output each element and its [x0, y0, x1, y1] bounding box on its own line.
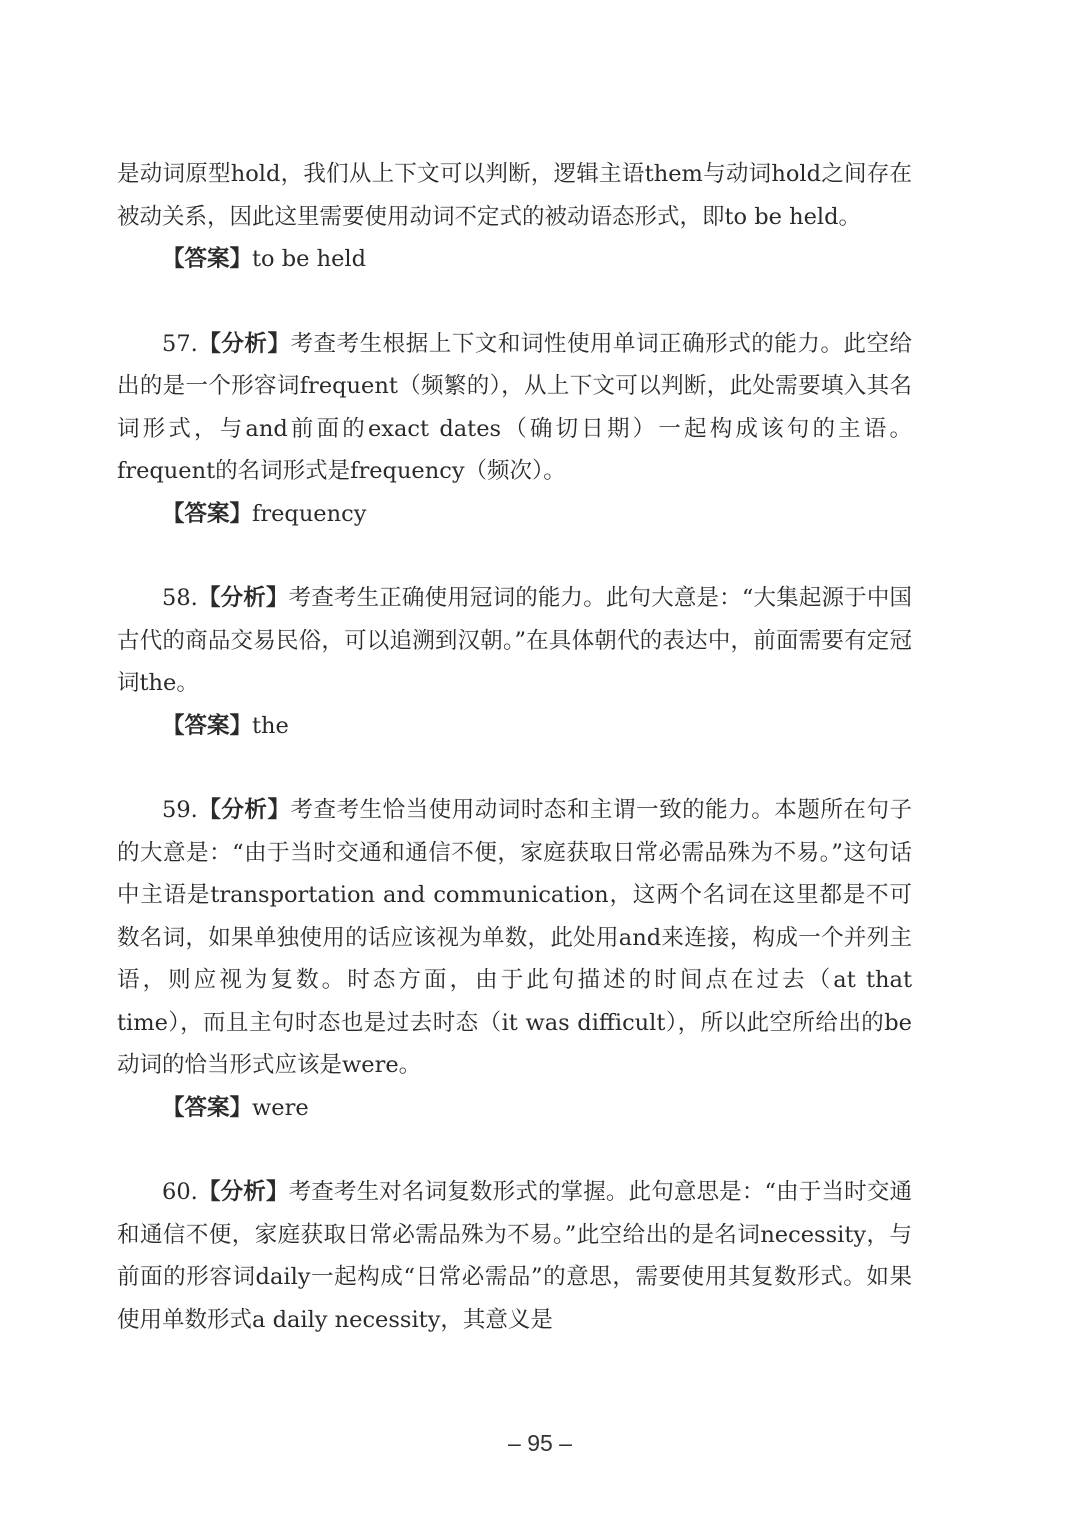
- item-58-answer: [117, 705, 912, 748]
- item-60-analysis: [117, 1171, 912, 1341]
- continuation-paragraph: 是动词原型hold，我们从上下文可以判断，逻辑主语them与动词hold之间存在被动关系，因此这里需要使用动词不定式的被动语态形式，即to be held。: [117, 161, 912, 230]
- analysis-text: 考查考生恰当使用动词时态和主谓一致的能力。本题所在句子的大意是：“由于当时交通和通信不便，家庭获取日常必需品殊为不易。”这句话中主语是transportation and communication，这两个名词在这里都是不可数名词，如果单独使用的话应该视为单数，此处用and来连接，构成一个并列主语，则应视为复数。时态方面，由于此句描述的时间点在过去（at that time），而且主句时态也是过去时态（it was difficult），所以此空所给出的be动词的恰当形式应该是were。: [117, 797, 912, 1078]
- answer-56: [117, 238, 912, 281]
- analysis-label: 【分析】: [197, 330, 291, 357]
- analysis-label: 【分析】: [197, 585, 289, 611]
- analysis-text: 考查考生根据上下文和词性使用单词正确形式的能力。此空给出的是一个形容词frequent（频繁的），从上下文可以判断，此处需要填入其名词形式，与and前面的exact dates（确切日期）一起构成该句的主语。frequent的名词形式是frequency（频次）。: [117, 330, 912, 484]
- section-gap: [117, 747, 912, 789]
- answer-value: to be held: [252, 246, 367, 272]
- page-content: [117, 153, 912, 1341]
- answer-value: the: [252, 712, 289, 739]
- section-gap: [117, 281, 912, 323]
- page-number: – 95 –: [508, 1430, 572, 1456]
- answer-label: 【答案】: [162, 1094, 253, 1121]
- item-59-answer: [117, 1087, 912, 1130]
- analysis-label: 【分析】: [197, 797, 291, 823]
- item-58-analysis: [117, 577, 912, 705]
- item-57-analysis: [117, 323, 912, 493]
- answer-value: were: [252, 1094, 309, 1121]
- analysis-label: 【分析】: [197, 1179, 289, 1205]
- item-number: 59.: [162, 797, 198, 823]
- answer-value: frequency: [252, 500, 367, 527]
- analysis-text: 考查考生对名词复数形式的掌握。此句意思是：“由于当时交通和通信不便，家庭获取日常必需品殊为不易。”此空给出的是名词necessity，与前面的形容词daily一起构成“日常必需品”的意思，需要使用其复数形式。如果使用单数形式a daily necessity，其意义是: [117, 1179, 912, 1333]
- item-number: 58.: [162, 585, 198, 611]
- answer-label: 【答案】: [162, 246, 253, 272]
- section-gap: [117, 1129, 912, 1171]
- answer-label: 【答案】: [162, 712, 253, 739]
- section-gap: [117, 535, 912, 577]
- item-number: 57.: [162, 330, 198, 357]
- analysis-text: 考查考生正确使用冠词的能力。此句大意是：“大集起源于中国古代的商品交易民俗，可以追溯到汉朝。”在具体朝代的表达中，前面需要有定冠词the。: [117, 585, 912, 696]
- item-number: 60.: [162, 1179, 198, 1205]
- item-59-analysis: [117, 789, 912, 1087]
- item-57-answer: [117, 493, 912, 536]
- answer-label: 【答案】: [162, 500, 253, 527]
